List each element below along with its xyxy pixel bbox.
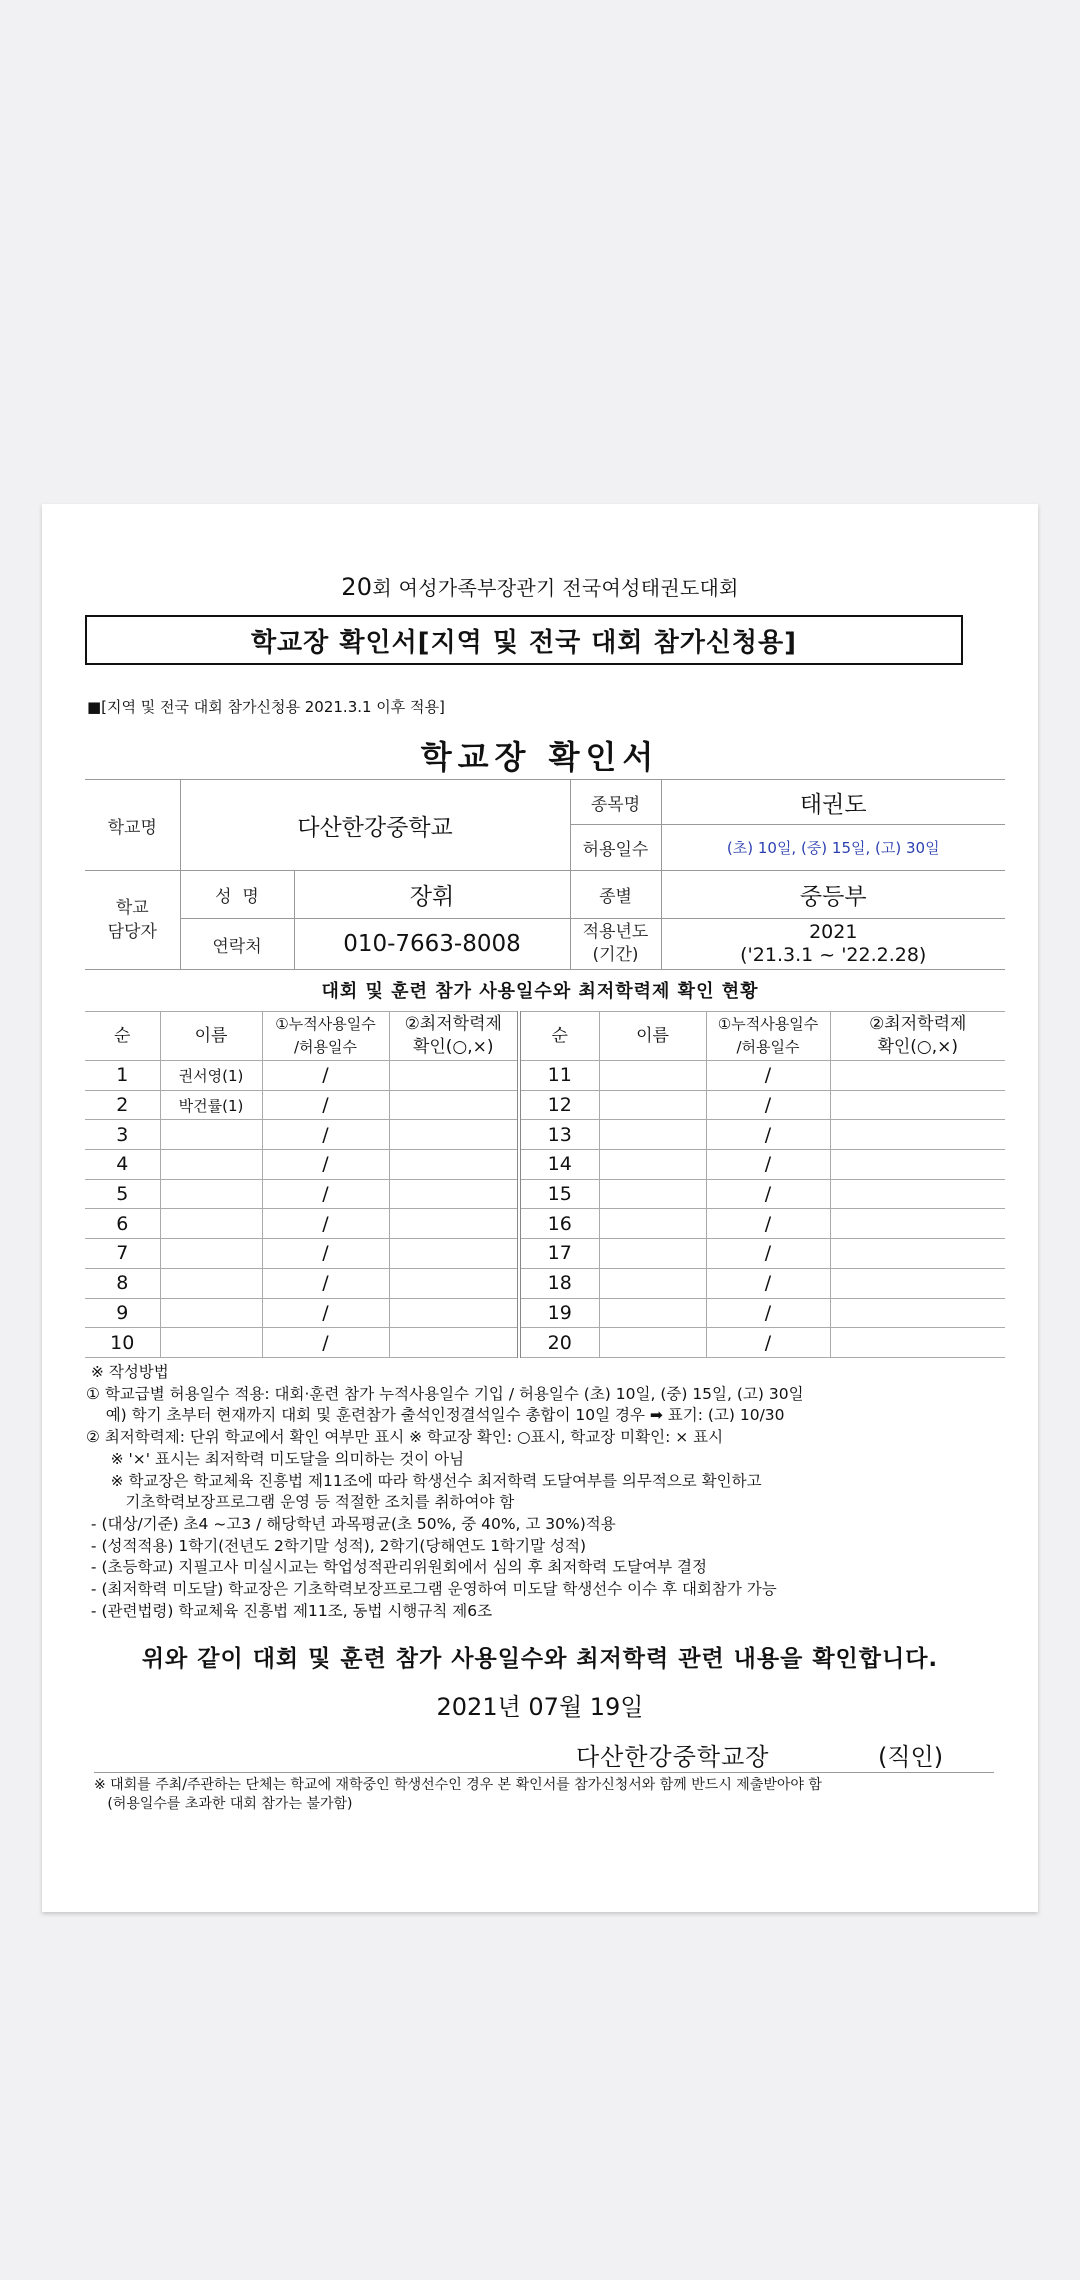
min-academic-check [389,1061,519,1091]
table-row [85,1179,1005,1209]
min-academic-check [830,1328,1005,1358]
year-label: 적용년도 (기간) [570,919,661,970]
note-line: 기초학력보장프로그램 운영 등 적절한 조치를 취하여야 함 [86,1493,515,1512]
note-line: - (성적적용) 1학기(전년도 2학기말 성적), 2학기(당해연도 1학기말 성적) [86,1536,586,1555]
note-line: - (관련법령) 학교체육 진흥법 제11조, 동법 시행규칙 제6조 [86,1601,493,1620]
note-line: ① 학교급별 허용일수 적용: 대회·훈련 참가 누적사용일수 기입 / 허용일수 (초) 10일, (중) 15일, (고) 30일 [86,1384,804,1403]
min-academic-check [830,1120,1005,1150]
cumulative-days: / [706,1209,830,1239]
year-cell [661,919,1005,970]
cumulative-days: / [706,1090,830,1120]
status-section-title: 대회 및 훈련 참가 사용일수와 최저학력제 확인 현황 [321,981,759,1002]
cumulative-days: / [262,1090,389,1120]
cumulative-days: / [262,1268,389,1298]
athlete-name [599,1209,706,1239]
note-line: ※ '×' 표시는 최저학력 미도달을 의미하는 것이 아님 [86,1449,465,1468]
cumulative-days: / [262,1239,389,1269]
athlete-name [599,1179,706,1209]
issue-date: 2021년 07월 19일 [436,1693,644,1721]
school-label: 학교명 [85,780,180,871]
athlete-name [599,1120,706,1150]
table-row [85,1061,1005,1091]
min-academic-check [830,1239,1005,1269]
athlete-no: 10 [85,1328,160,1358]
athlete-no: 11 [519,1061,599,1091]
athlete-no: 9 [85,1298,160,1328]
athlete-name [160,1268,262,1298]
header-name: 이름 [160,1012,262,1061]
athlete-no: 7 [85,1239,160,1269]
sport-label: 종목명 [570,780,661,825]
athlete-no: 4 [85,1150,160,1180]
athlete-name [599,1061,706,1091]
athlete-no: 3 [85,1120,160,1150]
athlete-name [599,1298,706,1328]
table-row [85,1239,1005,1269]
athlete-no: 5 [85,1179,160,1209]
athlete-name: 박건률(1) [160,1090,262,1120]
note-line: ※ 작성방법 [86,1363,169,1381]
cumulative-days: / [706,1120,830,1150]
year-value: 2021 [809,921,858,943]
min-academic-check [389,1150,519,1180]
athlete-name: 권서영(1) [160,1061,262,1091]
min-academic-check [830,1298,1005,1328]
header-days: ①누적사용일수 /허용일수 [706,1012,830,1061]
athlete-name [160,1150,262,1180]
min-academic-check [830,1179,1005,1209]
category-label: 종별 [570,871,661,919]
header-check: ②최저학력제 확인(○,×) [830,1012,1005,1061]
athlete-no: 8 [85,1268,160,1298]
athlete-no: 18 [519,1268,599,1298]
min-academic-check [389,1328,519,1358]
min-academic-check [389,1090,519,1120]
athlete-no: 16 [519,1209,599,1239]
cumulative-days: / [262,1061,389,1091]
athlete-no: 6 [85,1209,160,1239]
cumulative-days: / [262,1179,389,1209]
header-no: 순 [85,1012,160,1061]
athlete-name [599,1328,706,1358]
note-line: - (초등학교) 지필고사 미실시교는 학업성적관리위원회에서 심의 후 최저학력 도달여부 결정 [86,1558,707,1577]
min-academic-check [830,1209,1005,1239]
athlete-name [599,1150,706,1180]
event-number: 20 [341,573,373,601]
min-academic-check [389,1239,519,1269]
table-row [85,1209,1005,1239]
document-page [42,504,1038,1912]
min-academic-check [389,1120,519,1150]
header-no: 순 [519,1012,599,1061]
allowed-days-label: 허용일수 [570,825,661,871]
footnote-line: (허용일수를 초과한 대회 참가는 불가함) [94,1796,353,1812]
min-academic-check [830,1268,1005,1298]
athlete-name [599,1268,706,1298]
table-row [85,1298,1005,1328]
note-line: 예) 학기 초부터 현재까지 대회 및 훈련참가 출석인정결석일수 총합이 10일 경우 ➡ 표기: (고) 10/30 [86,1406,785,1425]
min-academic-check [830,1061,1005,1091]
note-line: ※ 학교장은 학교체육 진흥법 제11조에 따라 학생선수 최저학력 도달여부를 의무적으로 확인하고 [86,1471,762,1490]
athlete-no: 19 [519,1298,599,1328]
athlete-no: 20 [519,1328,599,1358]
contact-value: 010-7663-8008 [294,919,570,970]
athlete-name [160,1298,262,1328]
school-info-table [85,779,1005,970]
header-days: ①누적사용일수 /허용일수 [262,1012,389,1061]
table-row [85,1150,1005,1180]
cumulative-days: / [262,1120,389,1150]
min-academic-check [830,1150,1005,1180]
contact-label: 연락처 [180,919,294,970]
table-row [85,1328,1005,1358]
cumulative-days: / [706,1298,830,1328]
athlete-name [160,1120,262,1150]
cumulative-days: / [706,1268,830,1298]
cumulative-days: / [262,1328,389,1358]
confirmation-statement: 위와 같이 대회 및 훈련 참가 사용일수와 최저학력 관련 내용을 확인합니다. [141,1646,939,1672]
allowed-days-value: (초) 10일, (중) 15일, (고) 30일 [661,825,1005,871]
manager-label: 학교 담당자 [85,871,180,970]
athlete-name [599,1239,706,1269]
athlete-name [160,1209,262,1239]
event-title [42,572,1038,601]
cumulative-days: / [262,1150,389,1180]
document-title: 학교장 확인서 [420,738,660,776]
cumulative-days: / [706,1239,830,1269]
footnote-line: ※ 대회를 주최/주관하는 단체는 학교에 재학중인 학생선수인 경우 본 확인서를 참가신청서와 함께 반드시 제출받아야 함 [94,1777,822,1793]
athlete-no: 17 [519,1239,599,1269]
athlete-name [160,1328,262,1358]
min-academic-check [830,1090,1005,1120]
athlete-no: 2 [85,1090,160,1120]
category-value: 중등부 [661,871,1005,919]
form-title-box: 학교장 확인서[지역 및 전국 대회 참가신청용] [85,615,963,665]
principal-signature: 다산한강중학교장 [576,1743,770,1771]
period-value: ('21.3.1 ~ '22.2.28) [740,944,927,966]
table-row [85,1268,1005,1298]
sport-value: 태권도 [661,780,1005,825]
header-check: ②최저학력제 확인(○,×) [389,1012,519,1061]
manager-name: 장휘 [294,871,570,919]
min-academic-check [389,1209,519,1239]
min-academic-check [389,1298,519,1328]
cumulative-days: / [706,1061,830,1091]
note-line: ② 최저학력제: 단위 학교에서 확인 여부만 표시 ※ 학교장 확인: ○표시, 학교장 미확인: × 표시 [86,1428,724,1447]
athlete-no: 13 [519,1120,599,1150]
athlete-no: 14 [519,1150,599,1180]
athlete-name [160,1239,262,1269]
athlete-no: 12 [519,1090,599,1120]
athlete-name [160,1179,262,1209]
event-name: 회 여성가족부장관기 전국여성태권도대회 [372,576,739,600]
header-name: 이름 [599,1012,706,1061]
cumulative-days: / [262,1209,389,1239]
note-line: - (최저학력 미도달) 학교장은 기초학력보장프로그램 운영하여 미도달 학생선수 이수 후 대회참가 가능 [86,1580,777,1599]
footnote [94,1772,994,1814]
writing-instructions [86,1362,1016,1622]
official-seal-label: (직인) [878,1743,944,1771]
min-academic-check [389,1179,519,1209]
note-line: - (대상/기준) 초4 ~고3 / 해당학년 과목평균(초 50%, 중 40%, 고 30%)적용 [86,1514,616,1533]
cumulative-days: / [706,1150,830,1180]
cumulative-days: / [706,1179,830,1209]
school-name: 다산한강중학교 [180,780,570,871]
cumulative-days: / [262,1298,389,1328]
athlete-no: 15 [519,1179,599,1209]
manager-name-label: 성 명 [180,871,294,919]
athlete-no: 1 [85,1061,160,1091]
apply-note: ■[지역 및 전국 대회 참가신청용 2021.3.1 이후 적용] [87,698,445,716]
athlete-table [85,1011,1005,1358]
table-row [85,1090,1005,1120]
athlete-name [599,1090,706,1120]
min-academic-check [389,1268,519,1298]
table-row [85,1120,1005,1150]
cumulative-days: / [706,1328,830,1358]
